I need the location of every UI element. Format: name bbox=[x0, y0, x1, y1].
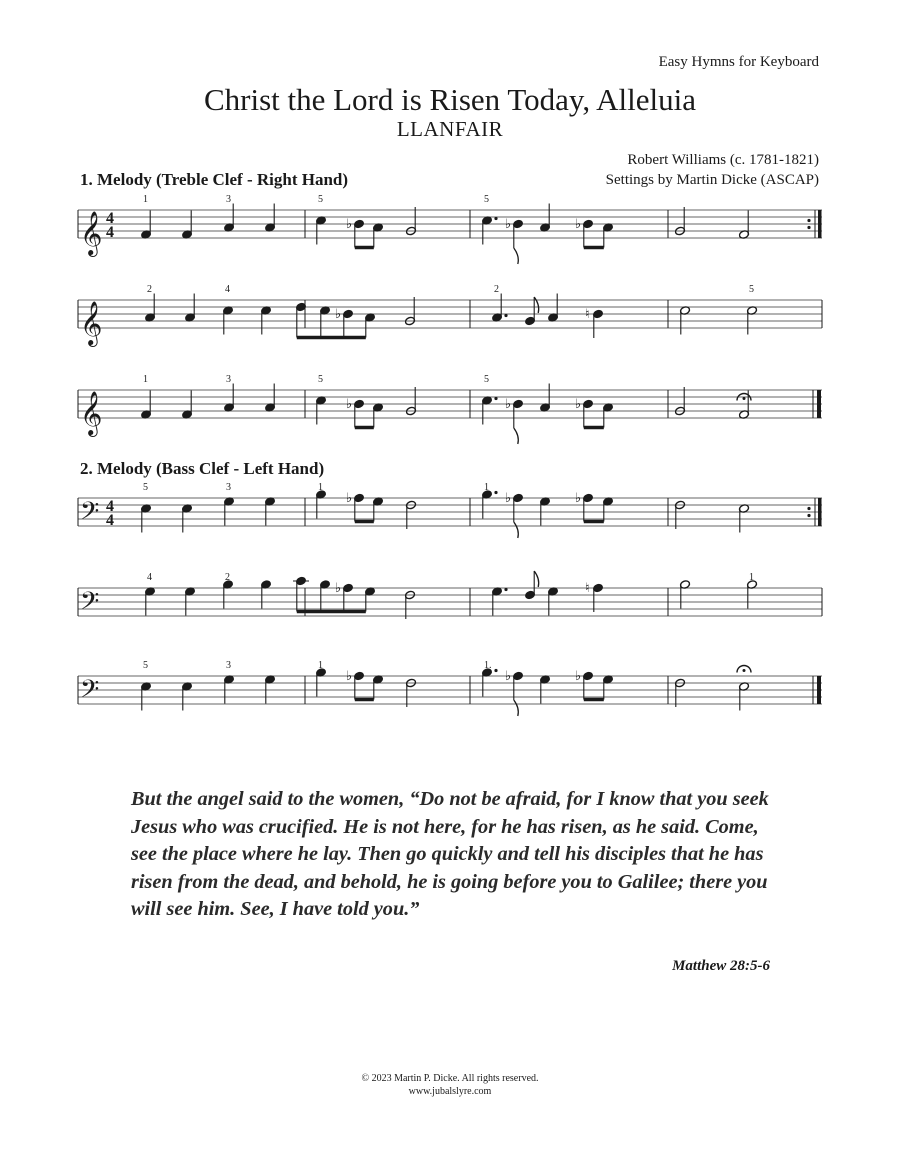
augmentation-dot bbox=[494, 491, 497, 494]
note-flag bbox=[514, 428, 519, 444]
fingering-number: 3 bbox=[226, 660, 231, 671]
flat-sign: ♭ bbox=[505, 669, 512, 684]
flat-sign: ♭ bbox=[346, 669, 353, 684]
augmentation-dot bbox=[494, 217, 497, 220]
bass-staff-3 bbox=[0, 656, 900, 736]
note-flag bbox=[534, 571, 539, 587]
page-footer bbox=[0, 1072, 900, 1098]
fingering-number: 5 bbox=[318, 374, 323, 385]
website-link[interactable]: www.jubalslyre.com bbox=[408, 1086, 492, 1097]
fingering-number: 4 bbox=[147, 572, 152, 583]
repeat-thick-bar bbox=[818, 210, 822, 238]
fingering-number: 5 bbox=[484, 374, 489, 385]
composer-credit: Robert Williams (c. 1781-1821) bbox=[627, 152, 819, 168]
flat-sign: ♭ bbox=[335, 581, 342, 596]
fingering-number: 5 bbox=[318, 194, 323, 205]
flat-sign: ♭ bbox=[505, 397, 512, 412]
fingering-number: 5 bbox=[143, 660, 148, 671]
copyright-notice: © 2023 Martin P. Dicke. All rights reserved. bbox=[361, 1073, 539, 1084]
fingering-number: 1. bbox=[484, 660, 492, 671]
treble-staff-1 bbox=[0, 190, 900, 270]
tune-name: LLANFAIR bbox=[396, 117, 504, 141]
bass-clef: 𝄢 bbox=[80, 497, 100, 532]
note-flag bbox=[514, 700, 519, 716]
augmentation-dot bbox=[504, 314, 507, 317]
flat-sign: ♭ bbox=[575, 217, 582, 232]
flat-sign: ♭ bbox=[335, 307, 342, 322]
flat-sign: ♭ bbox=[575, 397, 582, 412]
arranger-credit: Settings by Martin Dicke (ASCAP) bbox=[605, 172, 819, 188]
time-signature-bottom: 4 bbox=[106, 224, 114, 241]
fingering-number: 1 bbox=[143, 374, 148, 385]
time-signature-top: 4 bbox=[106, 498, 114, 515]
bass-staff-1 bbox=[0, 478, 900, 558]
fingering-number: 5 bbox=[484, 194, 489, 205]
treble-staff-2 bbox=[0, 280, 900, 360]
bass-clef: 𝄢 bbox=[80, 587, 100, 622]
time-signature-top: 4 bbox=[106, 210, 114, 227]
bass-section-heading: 2. Melody (Bass Clef - Left Hand) bbox=[80, 459, 325, 478]
augmentation-dot bbox=[494, 397, 497, 400]
fingering-number: 5 bbox=[749, 284, 754, 295]
repeat-dot bbox=[807, 219, 810, 222]
fingering-number: 2 bbox=[147, 284, 152, 295]
augmentation-dot bbox=[504, 588, 507, 591]
fingering-number: 5 bbox=[143, 482, 148, 493]
fingering-number: 1 bbox=[749, 572, 754, 583]
final-thick-bar bbox=[817, 390, 821, 418]
fingering-number: 3 bbox=[226, 374, 231, 385]
bass-clef: 𝄢 bbox=[80, 675, 100, 710]
fingering-number: 4 bbox=[225, 284, 230, 295]
bass-staff-2 bbox=[0, 568, 900, 648]
flat-sign: ♭ bbox=[575, 669, 582, 684]
scripture-quote: But the angel said to the women, “Do not be afraid, for I know that you seek Jesus who was crucified. He is not here, for he has risen, as he said. Come, see the place where he lay. Then go quickly and tell his disciples that he has risen from the dead, and behold, he is going before you to Galilee; there you will see him. See, I have told you.” bbox=[131, 788, 769, 920]
repeat-dot bbox=[807, 226, 810, 229]
note-flag bbox=[514, 522, 519, 538]
flat-sign: ♭ bbox=[346, 491, 353, 506]
note-flag bbox=[534, 297, 539, 313]
flat-sign: ♭ bbox=[505, 217, 512, 232]
repeat-dot bbox=[807, 514, 810, 517]
note-flag bbox=[514, 248, 519, 264]
hymn-title: Christ the Lord is Risen Today, Alleluia bbox=[203, 82, 697, 117]
time-signature-bottom: 4 bbox=[106, 512, 114, 529]
repeat-dot bbox=[807, 507, 810, 510]
fingering-number: 3 bbox=[226, 194, 231, 205]
treble-clef: 𝄞 bbox=[80, 301, 103, 345]
flat-sign: ♭ bbox=[575, 491, 582, 506]
fingering-number: 1 bbox=[143, 194, 148, 205]
augmentation-dot bbox=[494, 669, 497, 672]
fingering-number: 1 bbox=[318, 482, 323, 493]
fermata-dot bbox=[743, 669, 746, 672]
final-thick-bar bbox=[817, 676, 821, 704]
flat-sign: ♭ bbox=[346, 217, 353, 232]
flat-sign: ♭ bbox=[346, 397, 353, 412]
treble-clef: 𝄞 bbox=[80, 391, 103, 435]
fingering-number: 2 bbox=[225, 572, 230, 583]
treble-section-heading: 1. Melody (Treble Clef - Right Hand) bbox=[80, 170, 349, 189]
fingering-number: 1 bbox=[484, 482, 489, 493]
fermata-dot bbox=[743, 397, 746, 400]
natural-sign: ♮ bbox=[585, 307, 590, 322]
credits bbox=[606, 150, 819, 190]
flat-sign: ♭ bbox=[505, 491, 512, 506]
fingering-number: 2 bbox=[494, 284, 499, 295]
repeat-thick-bar bbox=[818, 498, 822, 526]
treble-clef: 𝄞 bbox=[80, 211, 103, 255]
scripture-reference: Matthew 28:5-6 bbox=[672, 958, 770, 974]
treble-staff-3 bbox=[0, 370, 900, 450]
fingering-number: 1 bbox=[318, 660, 323, 671]
natural-sign: ♮ bbox=[585, 581, 590, 596]
series-title: Easy Hymns for Keyboard bbox=[658, 54, 819, 70]
fingering-number: 3 bbox=[226, 482, 231, 493]
